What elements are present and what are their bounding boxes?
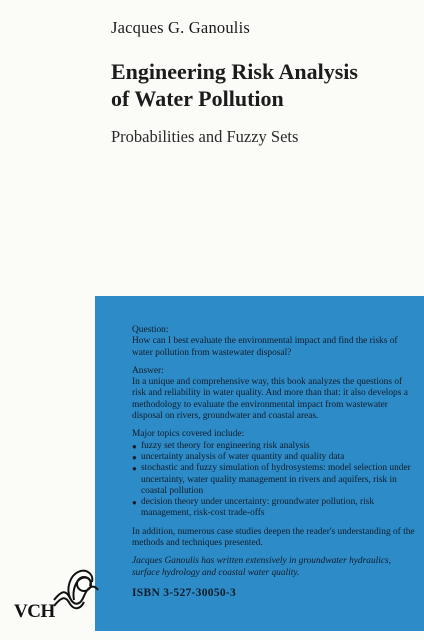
blurb-text — [132, 325, 418, 586]
book-subtitle: Probabilities and Fuzzy Sets — [111, 127, 299, 146]
answer-text: In a unique and comprehensive way, this book analyzes the questions of risk and reliability in water quality. And more than that: it also develops a methodology to evaluate the environmental impact from wastewater disposal on rivers, groundwater and coastal areas. — [132, 377, 408, 422]
author-note: Jacques Ganoulis has written extensively in groundwater hydraulics, surface hydrology and coastal water quality. — [132, 556, 391, 578]
bullet-icon: ● — [132, 498, 137, 508]
question-label: Question: — [132, 325, 169, 335]
publisher-logo-text: VCH — [14, 601, 55, 622]
topic-item: ● stochastic and fuzzy simulation of hydrosystems: model selection under uncertainty, water quality management in rivers and aquifers, risk in coastal pollution — [132, 463, 411, 496]
title-line-1: Engineering Risk Analysis — [111, 59, 358, 84]
topic-item: ● fuzzy set theory for engineering risk analysis — [132, 440, 310, 451]
answer-label: Answer: — [132, 365, 164, 376]
book-title — [111, 58, 421, 112]
topic-item: ● decision theory under uncertainty: groundwater pollution, risk management, risk-cost trade-offs — [132, 497, 375, 519]
bullet-icon: ● — [132, 452, 137, 462]
isbn-number: ISBN 3-527-30050-3 — [132, 587, 237, 599]
author-name: Jacques G. Ganoulis — [111, 18, 250, 37]
topic-item: ● uncertainty analysis of water quantity and quality data — [132, 451, 345, 462]
topics-label: Major topics covered include: — [132, 429, 245, 440]
question-block — [132, 325, 418, 359]
title-line-2: of Water Pollution — [111, 86, 284, 111]
question-text: How can I best evaluate the environmental impact and find the risks of water pollution from wastewater disposal? — [132, 336, 398, 358]
answer-block — [132, 366, 418, 422]
bullet-icon: ● — [132, 441, 137, 451]
bullet-icon: ● — [132, 464, 137, 474]
topics-list — [132, 441, 418, 520]
addition-text: In addition, numerous case studies deepen the reader's understanding of the methods and techniques presented. — [132, 526, 415, 549]
